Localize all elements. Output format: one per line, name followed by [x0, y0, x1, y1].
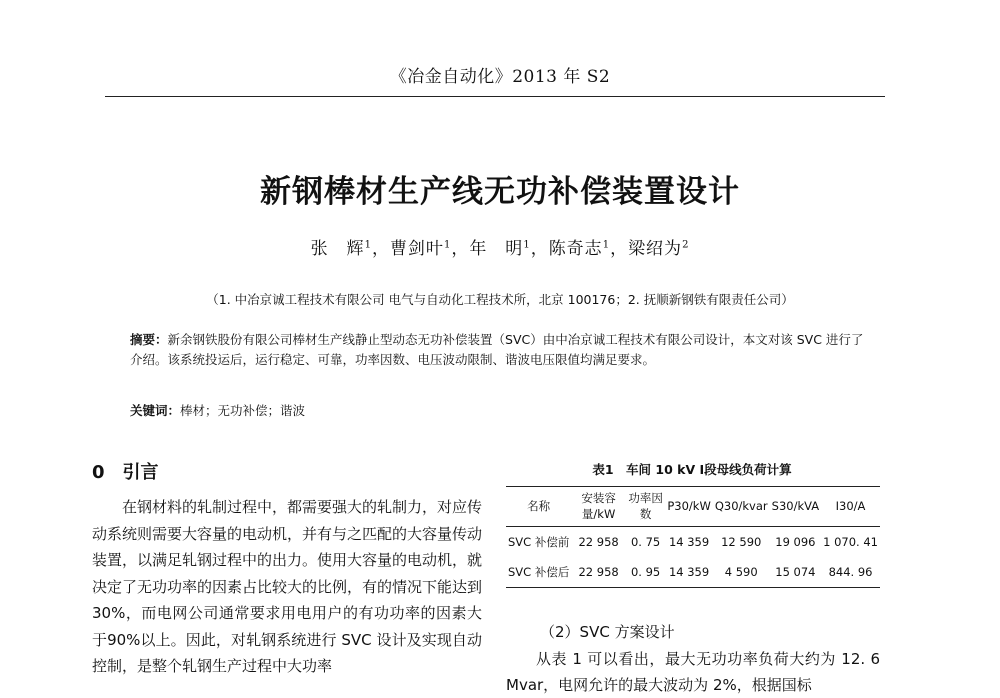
table-header-cell: I30/A	[821, 487, 880, 527]
load-table	[506, 486, 880, 588]
table-cell: 19 096	[775, 535, 816, 549]
table-cell: SVC 补偿前	[508, 535, 570, 549]
table-header-cell: S30/kVA	[770, 487, 821, 527]
table-cell: 0. 75	[630, 535, 661, 549]
abstract-text: 新余钢铁股份有限公司棒材生产线静止型动态无功补偿装置（SVC）由中冶京诚工程技术有限公司设计，本文对该 SVC 进行了介绍。该系统投运后，运行稳定、可靠，功率因数、电压波动限制、谐波电压限值均满足要求。	[130, 332, 864, 367]
subsection-heading: （2）SVC 方案设计	[540, 623, 675, 641]
table-cell: 22 958	[578, 535, 619, 549]
keywords-text: 棒材；无功补偿；谐波	[180, 403, 306, 418]
table-header-cell: 名称	[506, 487, 571, 527]
author-affil-mark: 1	[364, 239, 372, 251]
abstract-label: 摘要：	[130, 332, 168, 347]
table-header-cell: 安装容量/kW	[571, 487, 626, 527]
table-cell: 0. 95	[626, 557, 665, 588]
table-row	[506, 527, 880, 558]
author-affil-mark: 2	[682, 239, 690, 251]
abstract	[130, 330, 870, 370]
table-cell: 22 958	[571, 557, 626, 588]
table-cell: 14 359	[668, 535, 710, 549]
affiliation: （1. 中冶京诚工程技术有限公司 电气与自动化工程技术所，北京 100176；2. 抚顺新钢铁有限责任公司）	[206, 292, 794, 307]
author-affil-mark: 1	[602, 239, 611, 251]
table-cell: SVC 补偿后	[506, 557, 571, 588]
table-cell: 14 359	[665, 557, 712, 588]
section-number: 0	[92, 462, 105, 483]
section-title: 引言	[122, 462, 159, 483]
article-title: 新钢棒材生产线无功补偿装置设计	[260, 174, 740, 210]
author-affil-mark: 1	[523, 239, 531, 251]
table-header-cell: Q30/kvar	[713, 487, 770, 527]
header-rule	[105, 96, 885, 97]
table-cell: 15 074	[770, 557, 821, 588]
intro-paragraph: 在钢材料的轧制过程中，都需要强大的轧制力，对应传动系统则需要大容量的电动机，并有与之匹配的大容量传动装置，以满足轧钢过程中的出力。使用大容量的电动机，就决定了无功功率的因素占比较大的比例，有的情况下能达到30%，而电网公司通常要求用电用户的有功功率的因素大于90%以上。因此，对轧钢系统进行 SVC 设计及实现自动控制，是整个轧钢生产过程中大功率	[92, 498, 483, 675]
author-name: 曹剑叶	[389, 239, 444, 259]
table-cell: 844. 96	[821, 557, 880, 588]
keywords-label: 关键词：	[130, 403, 181, 418]
section-heading	[92, 458, 159, 484]
table-header-cell: 功率因数	[626, 487, 665, 527]
table-caption: 表1 车间 10 kV Ⅰ段母线负荷计算	[592, 462, 792, 477]
author-list: 张 辉$^1$，曹剑叶$^1$，年 明$^1$，陈奇志$^1$，梁绍为$^2$	[310, 239, 690, 259]
author-affil-mark: 1	[443, 239, 452, 251]
author-name: 梁绍为	[628, 239, 683, 259]
table-header-cell: P30/kW	[665, 487, 712, 527]
table-cell: 12 590	[721, 535, 762, 549]
author-name: 陈奇志	[548, 239, 603, 259]
table-cell: 4 590	[713, 557, 770, 588]
table-cell: 1 070. 41	[823, 535, 878, 549]
table-header-row	[506, 487, 880, 527]
author-name: 年 明	[469, 239, 524, 259]
journal-header: 《冶金自动化》2013 年 S2	[389, 67, 611, 87]
keywords	[130, 401, 870, 419]
svc-design-paragraph: 从表 1 可以看出，最大无功功率负荷大约为 12. 6 Mvar，电网允许的最大波动为 2%，根据国标	[506, 650, 880, 694]
table-row	[506, 557, 880, 588]
author-name: 张 辉	[310, 239, 365, 259]
